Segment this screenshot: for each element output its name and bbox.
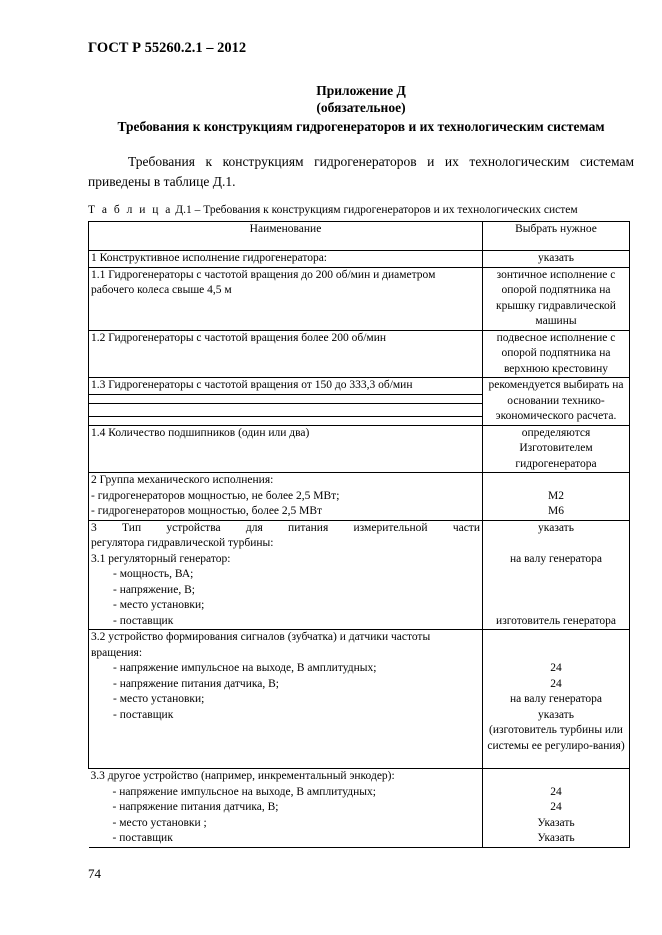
row-3-2-value	[483, 630, 630, 769]
appendix-label: Приложение Д	[316, 83, 406, 98]
table-row	[89, 378, 630, 426]
row-2-item-value: М6	[548, 505, 564, 517]
appendix-title: Требования к конструкциям гидрогенераторов и их технологическим системам	[117, 119, 605, 134]
appendix-status: (обязательное)	[316, 100, 406, 115]
table-row	[89, 630, 630, 769]
row-3-name	[89, 520, 483, 630]
row-3-2-item: - напряжение питания датчика, В;	[113, 677, 279, 690]
row-1-3-rule	[89, 404, 482, 417]
document-code: ГОСТ Р 55260.2.1 – 2012	[88, 40, 247, 56]
row-3-value	[483, 520, 630, 630]
row-3-3-item-value: Указать	[537, 832, 575, 844]
row-3-3-name	[89, 769, 483, 848]
row-1-4-name: 1.4 Количество подшипников (один или два)	[89, 425, 483, 473]
table-row	[89, 520, 630, 630]
row-1-1-value: зонтичное исполнение с опорой подпятника на крышку гидравлической машины	[483, 267, 630, 330]
row-3-2-title: 3.2 устройство формирования сигналов (зубчатка) и датчики частоты вращения:	[91, 631, 431, 659]
row-2-value	[483, 473, 630, 521]
row-3-1-item: - мощность, ВА;	[113, 568, 194, 580]
row-3-1-value: на валу генератора	[510, 552, 602, 565]
row-1-name: 1 Конструктивное исполнение гидрогенератора:	[89, 251, 483, 268]
table-row	[89, 330, 630, 378]
row-3-title-value: указать	[538, 521, 574, 534]
row-2-name	[89, 473, 483, 521]
row-2-item: - гидрогенераторов мощностью, не более 2,5 МВт;	[91, 489, 340, 502]
row-3-title-cont: регулятора гидравлической турбины:	[91, 537, 274, 549]
row-3-2-item: - поставщик	[113, 708, 174, 721]
row-3-2-item-value: 24	[550, 677, 562, 690]
row-3-2-item: - напряжение импульсное на выходе, В амплитудных;	[113, 662, 377, 674]
row-3-2-item: - место установки;	[113, 693, 205, 705]
row-3-1-supplier-value: изготовитель генератора	[496, 614, 616, 627]
row-3-3-item: - напряжение импульсное на выходе, В амплитудных;	[112, 785, 376, 798]
row-3-3-item-value: Указать	[537, 816, 575, 829]
row-1-3-name	[89, 378, 483, 426]
table-row	[89, 473, 630, 521]
table-row	[89, 251, 630, 268]
row-3-2-name	[89, 630, 483, 769]
row-3-3-title: 3.3 другое устройство (например, инкрементальный энкодер):	[90, 770, 395, 782]
row-3-3-item-value: 24	[550, 785, 562, 798]
row-3-3-value	[483, 769, 630, 848]
header-choose: Выбрать нужное	[483, 222, 630, 251]
row-1-2-name: 1.2 Гидрогенераторы с частотой вращения более 200 об/мин	[89, 330, 483, 378]
table-row	[89, 425, 630, 473]
table-row	[89, 267, 630, 330]
row-3-3-item: - поставщик	[112, 832, 173, 844]
row-2-title: 2 Группа механического исполнения:	[91, 474, 274, 486]
row-1-3-value: рекомендуется выбирать на основании технико-экономического расчета.	[483, 378, 630, 426]
row-3-2-note: (изготовитель турбины или системы ее регулиро-вания)	[487, 724, 625, 752]
row-1-2-value: подвесное исполнение с опорой подпятника на верхнюю крестовину	[483, 330, 630, 378]
row-3-3-item-value: 24	[550, 801, 562, 813]
row-3-1-title: 3.1 регуляторный генератор:	[91, 552, 231, 565]
row-3-1-item: - напряжение, В;	[113, 583, 195, 596]
row-3-3-item: - место установки ;	[112, 816, 207, 829]
row-2-item-value: М2	[548, 489, 564, 502]
page-number: 74	[88, 866, 101, 881]
row-1-1-name: 1.1 Гидрогенераторы с частотой вращения до 200 об/мин и диаметром рабочего колеса свыше 4,5 м	[89, 267, 483, 330]
table-caption-prefix: Т а б л и ц а	[88, 204, 173, 216]
row-2-item: - гидрогенераторов мощностью, более 2,5 МВт	[91, 505, 323, 517]
row-3-1-item: - поставщик	[113, 614, 174, 627]
row-3-2-item-value: на валу генератора	[510, 693, 602, 705]
table-header-row	[89, 222, 630, 251]
row-3-2-item-value: 24	[550, 662, 562, 674]
row-1-4-value: определяются Изготовителем гидрогенератора	[483, 425, 630, 473]
row-1-value: указать	[483, 251, 630, 268]
table-caption-text: Д.1 – Требования к конструкциям гидрогенераторов и их технологических систем	[172, 204, 578, 216]
requirements-table	[88, 221, 630, 848]
row-3-3-item: - напряжение питания датчика, В;	[112, 801, 279, 813]
row-1-3-text: 1.3 Гидрогенераторы с частотой вращения от 150 до 333,3 об/мин	[89, 378, 482, 395]
intro-paragraph: Требования к конструкциям гидрогенераторов и их технологическим системам приведены в таблице Д.1.	[88, 154, 634, 189]
row-3-1-item: - место установки;	[113, 599, 205, 611]
table-caption	[88, 204, 578, 216]
row-3-title: 3 Тип устройства для питания измерительной части	[91, 521, 480, 534]
appendix-heading	[88, 82, 634, 135]
header-name: Наименование	[89, 222, 483, 251]
row-1-3-rule	[89, 395, 482, 404]
table-row	[89, 769, 630, 848]
row-3-2-item-value: указать	[538, 708, 574, 721]
